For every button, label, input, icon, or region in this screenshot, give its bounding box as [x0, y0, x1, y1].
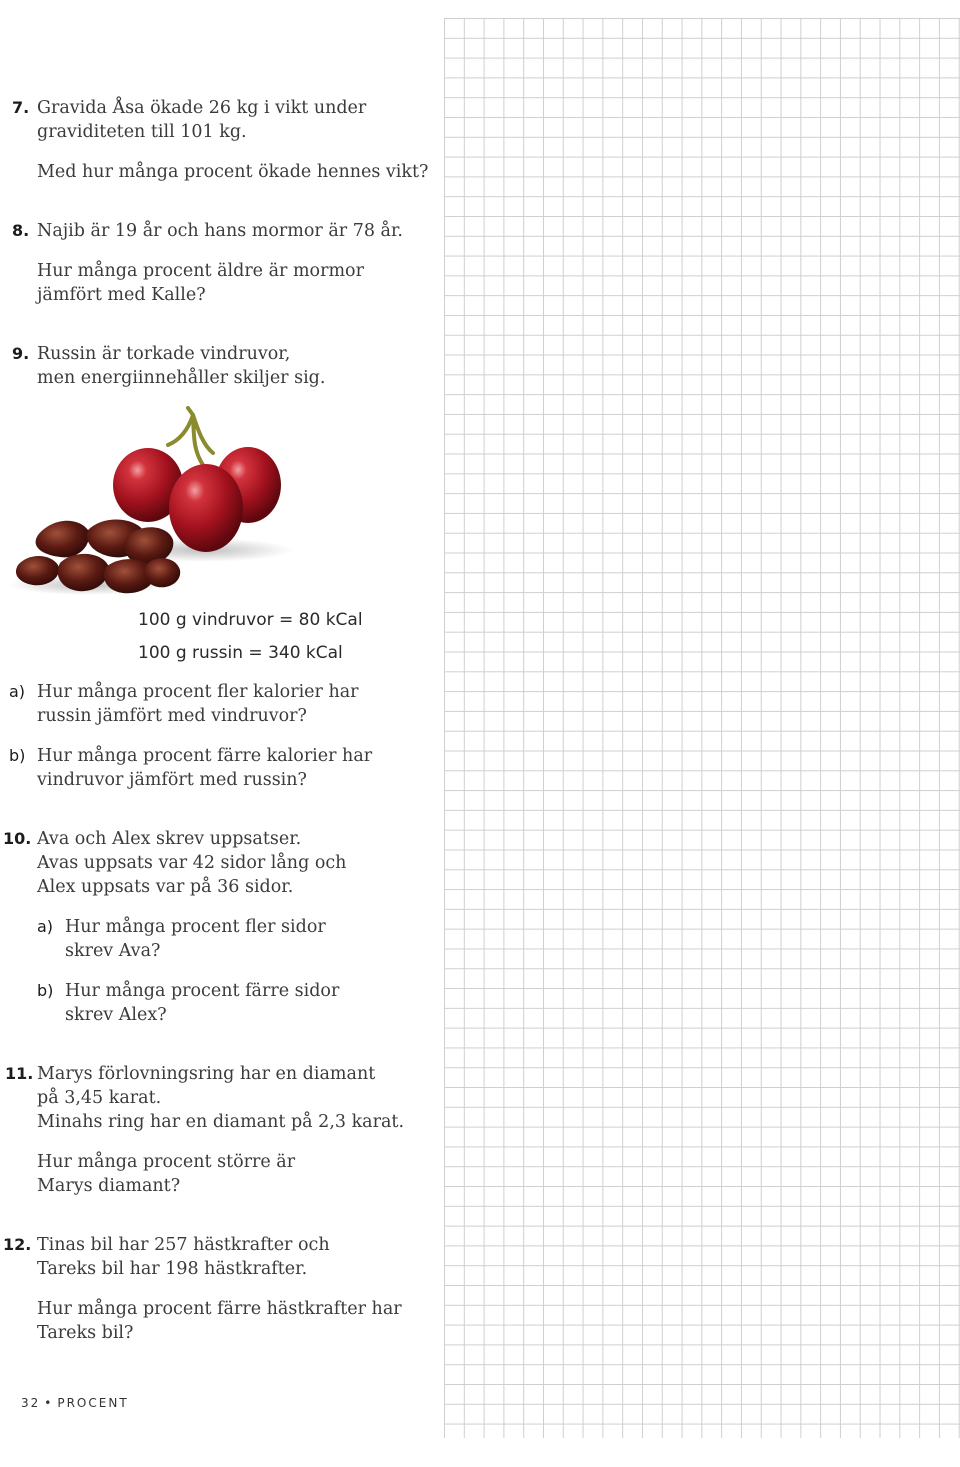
question-text: på 3,45 karat.	[37, 1088, 162, 1108]
section-title: PROCENT	[57, 1396, 129, 1410]
question-prompt: jämfört med Kalle?	[37, 285, 206, 305]
question-text: Alex uppsats var på 36 sidor.	[37, 877, 294, 897]
subquestion-label: b)	[9, 746, 26, 765]
page-footer	[21, 1396, 129, 1410]
question-prompt: Hur många procent färre hästkrafter har	[37, 1299, 402, 1319]
page-number: 32	[21, 1396, 41, 1410]
question-prompt: Med hur många procent ökade hennes vikt?	[37, 162, 429, 182]
question-prompt: Tareks bil?	[37, 1323, 134, 1343]
question-text: Tareks bil har 198 hästkrafter.	[37, 1259, 308, 1279]
question-number: 12.	[3, 1235, 32, 1254]
question-number: 11.	[5, 1064, 34, 1083]
question-text: Avas uppsats var 42 sidor lång och	[37, 853, 347, 873]
answer-grid[interactable]	[444, 18, 960, 1438]
question-text: Tinas bil har 257 hästkrafter och	[37, 1235, 330, 1255]
question-prompt: Hur många procent större är	[37, 1152, 296, 1172]
question-text: Marys förlovningsring har en diamant	[37, 1064, 376, 1084]
question-text: graviditeten till 101 kg.	[37, 122, 247, 142]
question-text: Gravida Åsa ökade 26 kg i vikt under	[37, 98, 367, 118]
worksheet-content	[0, 0, 440, 1467]
raisins	[16, 519, 180, 593]
subquestion-text: Hur många procent fler kalorier har	[37, 682, 359, 702]
subquestion-label: a)	[9, 682, 26, 701]
question-text: Minahs ring har en diamant på 2,3 karat.	[37, 1112, 405, 1132]
subquestion-label: b)	[37, 981, 54, 1000]
question-prompt: Hur många procent äldre är mormor	[37, 261, 364, 281]
fact-grapes: 100 g vindruvor = 80 kCal	[138, 610, 363, 630]
fact-raisins: 100 g russin = 340 kCal	[138, 643, 343, 663]
subquestion-text: Hur många procent fler sidor	[65, 917, 326, 937]
subquestion-text: Hur många procent färre sidor	[65, 981, 340, 1001]
question-text: Ava och Alex skrev uppsatser.	[37, 829, 302, 849]
subquestion-label: a)	[37, 917, 54, 936]
question-text: men energiinnehåller skiljer sig.	[37, 368, 326, 388]
subquestion-text: russin jämfört med vindruvor?	[37, 706, 307, 726]
subquestion-text: skrev Alex?	[65, 1005, 167, 1025]
footer-separator: •	[44, 1396, 54, 1410]
question-number: 7.	[12, 98, 30, 117]
grapes-and-raisins-photo	[8, 405, 308, 605]
question-number: 9.	[12, 344, 30, 363]
question-number: 8.	[12, 221, 30, 240]
subquestion-text: vindruvor jämfört med russin?	[37, 770, 307, 790]
question-text: Russin är torkade vindruvor,	[37, 344, 291, 364]
question-number: 10.	[3, 829, 32, 848]
question-text: Najib är 19 år och hans mormor är 78 år.	[37, 221, 403, 241]
subquestion-text: Hur många procent färre kalorier har	[37, 746, 373, 766]
question-prompt: Marys diamant?	[37, 1176, 181, 1196]
subquestion-text: skrev Ava?	[65, 941, 161, 961]
